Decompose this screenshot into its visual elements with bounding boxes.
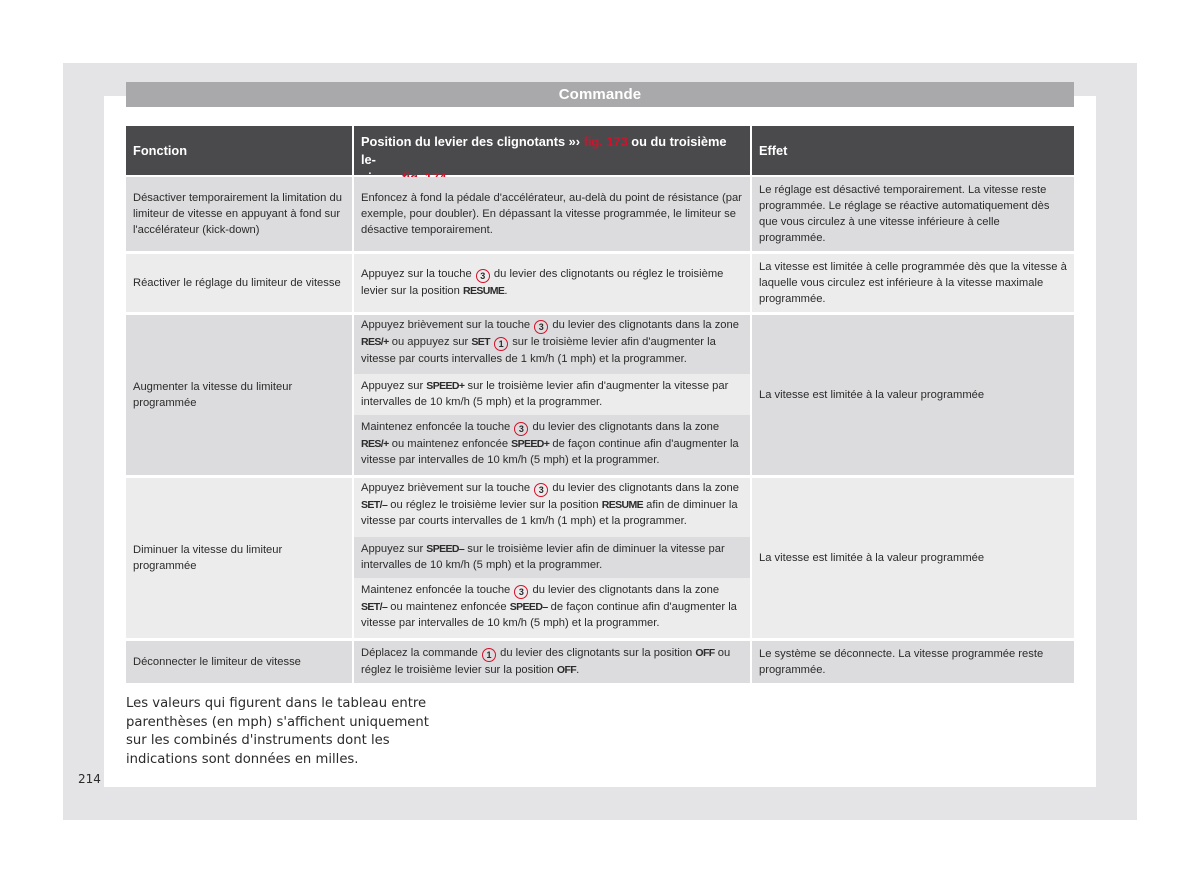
- text: Déplacez la commande: [361, 647, 482, 659]
- page-number: 214: [78, 772, 101, 786]
- text: du levier des clignotants dans la zone: [529, 421, 720, 433]
- text: .: [504, 285, 508, 297]
- text: ou maintenez enfoncée: [388, 438, 512, 450]
- table-row: [126, 641, 1074, 683]
- position-subcell: [354, 315, 750, 374]
- header-fonction: Fonction: [126, 126, 352, 175]
- keyword: SPEED–: [426, 543, 465, 555]
- keyword: RESUME: [462, 285, 505, 297]
- keyword: RESUME: [601, 499, 644, 511]
- circled-number-icon: 3: [514, 422, 528, 436]
- circled-number-icon: 1: [494, 337, 508, 351]
- fonction-cell: Diminuer la vitesse du limiteur programmée: [126, 478, 352, 638]
- position-cell: Enfoncez à fond la pédale d'accélérateur, au-delà du point de résistance (par exemple, pour doubler). En dépassant la vitesse programmée, le limiteur se désactive temporairement.: [354, 177, 750, 251]
- text: ou appuyez sur: [388, 336, 472, 348]
- circled-number-icon: 3: [476, 269, 490, 283]
- keyword: SPEED–: [509, 601, 548, 613]
- table-row: [126, 254, 1074, 312]
- table-row: [126, 315, 1074, 475]
- text: Maintenez enfoncée la touche: [361, 584, 514, 596]
- text: Appuyez sur: [361, 543, 427, 555]
- effet-cell: Le réglage est désactivé temporairement. La vitesse reste programmée. Le réglage se réactive automatiquement dès que vous circulez à une vitesse inférieure à celle programmée.: [752, 177, 1074, 251]
- circled-number-icon: 3: [514, 585, 528, 599]
- text: du levier des clignotants dans la zone: [529, 584, 720, 596]
- footnote: Les valeurs qui figurent dans le tableau entre parenthèses (en mph) s'affichent uniquement sur les combinés d'instruments dont les indications sont données en milles.: [126, 696, 429, 767]
- text: du levier des clignotants dans la zone: [549, 319, 739, 331]
- keyword: SPEED+: [426, 380, 465, 392]
- text: ou réglez le troisième levier sur la position: [387, 499, 602, 511]
- circled-number-icon: 3: [534, 483, 548, 497]
- arrow-icon: »›: [568, 134, 581, 149]
- table-row: [126, 177, 1074, 251]
- position-cell: [354, 641, 750, 683]
- text: Maintenez enfoncée la touche: [361, 421, 514, 433]
- position-subcell: [354, 374, 750, 415]
- keyword: SET/–: [361, 499, 388, 511]
- text: du levier des clignotants dans la zone: [549, 482, 739, 494]
- keyword: RES/+: [361, 438, 389, 450]
- keyword: OFF: [556, 664, 577, 676]
- fonction-cell: Désactiver temporairement la limitation du limiteur de vitesse en appuyant à fond sur l'accélérateur (kick-down): [126, 177, 352, 251]
- keyword: SET: [471, 336, 490, 348]
- effet-cell: La vitesse est limitée à celle programmée dès que la vitesse à laquelle vous circulez est inférieure à la vitesse maximale programmée.: [752, 254, 1074, 312]
- effet-cell: La vitesse est limitée à la valeur programmée: [752, 315, 1074, 475]
- position-subcell: [354, 537, 750, 578]
- section-title: Commande: [126, 82, 1074, 107]
- table-row: [126, 478, 1074, 638]
- text: afin de diminuer la vitesse par courts intervalles de 1 km/h (1 mph) et la programmer.: [361, 499, 738, 528]
- text: sur le troisième levier afin de diminuer la vitesse par intervalles de 10 km/h (5 mph) et la programmer.: [361, 543, 725, 572]
- text: ou réglez le troisième levier sur la position: [361, 647, 731, 676]
- text: de façon continue afin d'augmenter la vitesse par intervalles de 10 km/h (5 mph) et la programmer.: [361, 438, 739, 467]
- text: Appuyez brièvement sur la touche: [361, 482, 534, 494]
- header-position: [354, 126, 750, 175]
- header-effet: Effet: [752, 126, 1074, 175]
- text: ou maintenez enfoncée: [387, 601, 510, 613]
- keyword: SPEED+: [511, 438, 550, 450]
- circled-number-icon: 1: [482, 648, 496, 662]
- text: Appuyez brièvement sur la touche: [361, 319, 534, 331]
- keyword: RES/+: [361, 336, 389, 348]
- circled-number-icon: 3: [534, 320, 548, 334]
- effet-cell: La vitesse est limitée à la valeur programmée: [752, 478, 1074, 638]
- text: du levier des clignotants sur la position: [497, 647, 696, 659]
- text: de façon continue afin d'augmenter la vitesse par intervalles de 10 km/h (5 mph) et la programmer.: [361, 601, 737, 630]
- keyword: OFF: [695, 647, 715, 659]
- position-subcell: [354, 578, 750, 638]
- fonction-cell: Réactiver le réglage du limiteur de vitesse: [126, 254, 352, 312]
- effet-cell: Le système se déconnecte. La vitesse programmée reste programmée.: [752, 641, 1074, 683]
- keyword: SET/–: [361, 601, 388, 613]
- header-text: Position du levier des clignotants: [361, 134, 569, 149]
- position-subcell: [354, 415, 750, 475]
- text: Appuyez sur: [361, 380, 427, 392]
- fonction-cell: Augmenter la vitesse du limiteur programmée: [126, 315, 352, 475]
- text: Appuyez sur la touche: [361, 268, 475, 280]
- fonction-cell: Déconnecter le limiteur de vitesse: [126, 641, 352, 683]
- fig-173-link[interactable]: fig. 173: [583, 134, 628, 149]
- text: .: [576, 664, 580, 676]
- text: sur le troisième levier afin d'augmenter la vitesse par intervalles de 10 km/h (5 mph) et la programmer.: [361, 380, 729, 409]
- header-text: ou du troisième le-: [361, 134, 727, 167]
- text: du levier des clignotants ou réglez le troisième levier sur la position: [361, 268, 724, 297]
- text: sur le troisième levier afin d'augmenter la vitesse par courts intervalles de 1 km/h (1 mph) et la programmer.: [361, 336, 716, 365]
- position-cell: [354, 254, 750, 312]
- position-subcell: [354, 478, 750, 537]
- table-header: [126, 126, 1074, 175]
